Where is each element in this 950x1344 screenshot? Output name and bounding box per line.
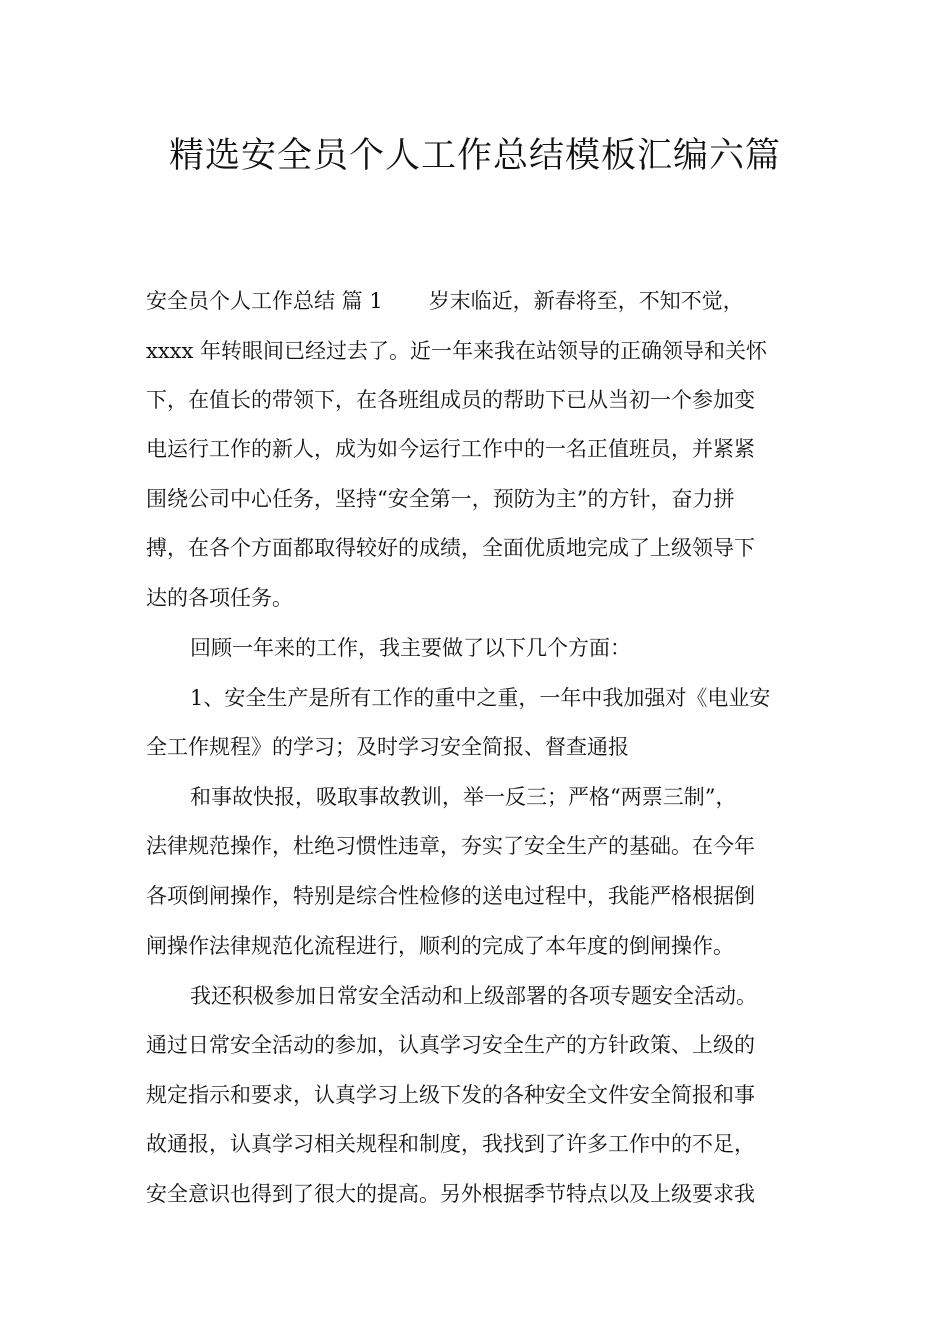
section-heading: 安全员个人工作总结 篇 1 [146, 289, 383, 313]
text-line: 回顾一年来的工作，我主要做了以下几个方面： [190, 636, 631, 660]
text-line: 围绕公司中心任务，坚持“安全第一，预防为主”的方针，奋力拼 [146, 487, 735, 511]
text-line: 岁末临近，新春将至，不知不觉， [428, 289, 744, 313]
text-line: 达的各项任务。 [146, 586, 293, 610]
text-line: xxxx 年转眼间已经过去了。近一年来我在站领导的正确领导和关怀 [146, 339, 768, 363]
text-line: 和事故快报，吸取事故教训，举一反三；严格“两票三制”， [190, 785, 737, 809]
paragraph-line-1 [146, 287, 744, 315]
text-line: 电运行工作的新人，成为如今运行工作中的一名正值班员，并紧紧 [146, 437, 755, 461]
text-line: 搏，在各个方面都取得较好的成绩，全面优质地完成了上级领导下 [146, 536, 755, 560]
text-line: 全工作规程》的学习；及时学习安全简报、督查通报 [146, 735, 629, 759]
text-line: 故通报，认真学习相关规程和制度，我找到了许多工作中的不足， [146, 1132, 755, 1156]
text-line: 1、安全生产是所有工作的重中之重，一年中我加强对《电业安 [190, 686, 771, 710]
text-line: 安全意识也得到了很大的提高。另外根据季节特点以及上级要求我 [146, 1182, 755, 1206]
text-line: 下，在值长的带领下，在各班组成员的帮助下已从当初一个参加变 [146, 388, 755, 412]
text-line: 各项倒闸操作，特别是综合性检修的送电过程中，我能严格根据倒 [146, 884, 755, 908]
text-line: 我还积极参加日常安全活动和上级部署的各项专题安全活动。 [190, 984, 757, 1008]
document-title: 精选安全员个人工作总结模板汇编六篇 [168, 136, 781, 176]
text-line: 规定指示和要求，认真学习上级下发的各种安全文件安全简报和事 [146, 1083, 755, 1107]
text-line: 通过日常安全活动的参加，认真学习安全生产的方针政策、上级的 [146, 1033, 755, 1057]
text-line: 闸操作法律规范化流程进行，顺利的完成了本年度的倒闸操作。 [146, 934, 734, 958]
text-line: 法律规范操作，杜绝习惯性违章，夯实了安全生产的基础。在今年 [146, 834, 755, 858]
